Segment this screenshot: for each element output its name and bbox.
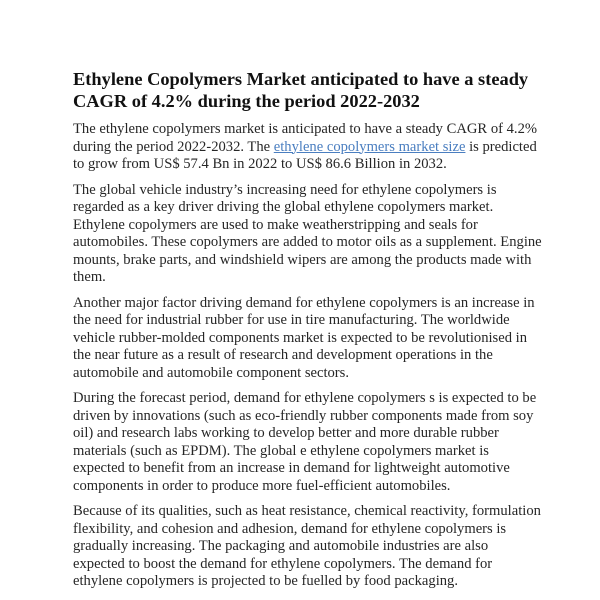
article-title: Ethylene Copolymers Market anticipated to have a steady CAGR of 4.2% during the period 2022-2032 [73,69,529,111]
article [73,68,543,599]
market-size-link[interactable]: ethylene copolymers market size [273,138,466,155]
paragraph-industrial-rubber: Another major factor driving demand for ethylene copolymers is an increase in the need for industrial rubber for use in tire manufacturing. The worldwide vehicle rubber-molded components market is expected to be revolutionised in the near future as a result of research and development operations in the automobile and automobile component sectors. [73,294,535,381]
intro-text-before-link: The ethylene copolymers market is anticipated to have a steady CAGR of 4.2% during the period 2022-2032. The [73,121,538,155]
paragraph-vehicle-industry: The global vehicle industry’s increasing need for ethylene copolymers is regarded as a key driver driving the global ethylene copolymers market. Ethylene copolymers are used to make weatherstripping and seals for automobiles. These copolymers are added to motor oils as a supplement. Engine mounts, brake parts, and windshield wipers are among the products made with them. [73,181,542,285]
paragraph-forecast-innovations: During the forecast period, demand for ethylene copolymers s is expected to be driven by innovations (such as eco-friendly rubber components made from soy oil) and research labs working to develop better and more durable rubber materials (such as EPDM). The global e ethylene copolymers market is expected to benefit from an increase in demand for lightweight automotive components in order to produce more fuel-efficient automobiles. [73,390,537,494]
paragraph-intro [73,121,543,174]
paragraph-qualities: Because of its qualities, such as heat resistance, chemical reactivity, formulation flexibility, and cohesion and adhesion, demand for ethylene copolymers is gradually increasing. The packaging and automobile industries are also expected to boost the demand for ethylene copolymers. The demand for ethylene copolymers is projected to be fuelled by food packaging. [73,503,541,589]
intro-text-after-link: is predicted to grow from US$ 57.4 Bn in 2022 to US$ 86.6 Billion in 2032. [73,138,537,172]
